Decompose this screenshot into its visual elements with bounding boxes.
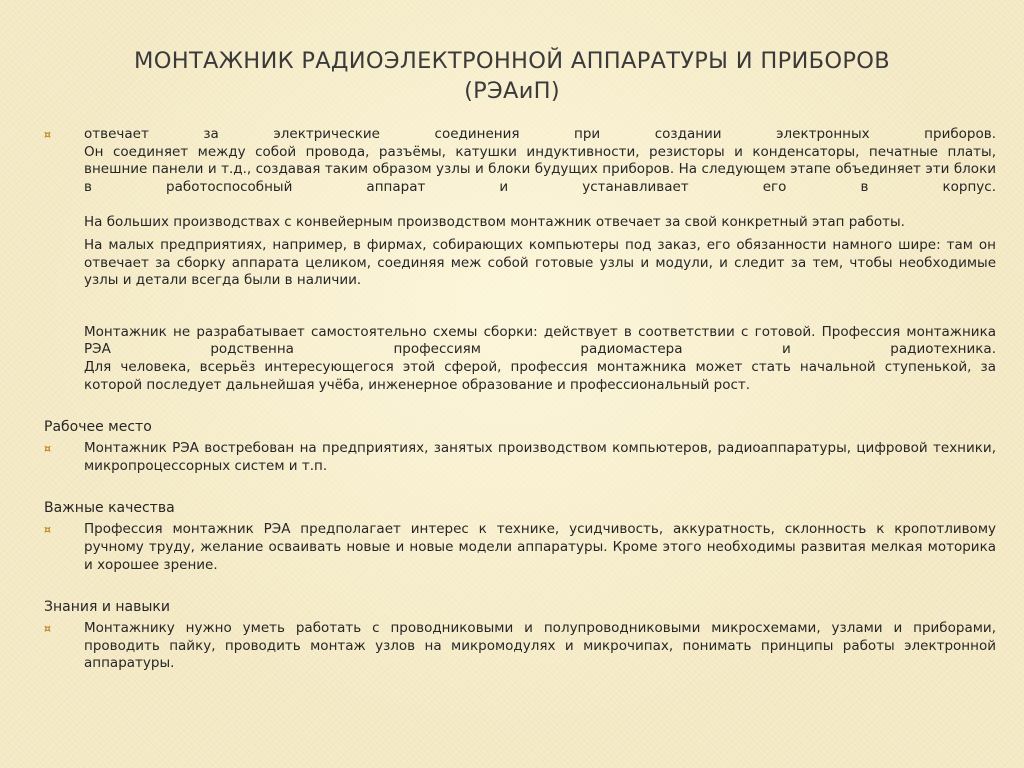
slide-title-line-1: МОНТАЖНИК РАДИОЭЛЕКТРОННОЙ АППАРАТУРЫ И ПРИБОРОВ (134, 48, 890, 74)
section-text-workplace: Монтажник РЭА востребован на предприятиях, занятых производством компьютеров, радиоаппаратуры, цифровой техники, микропроцессорных систем и т.п. (84, 440, 996, 474)
section-bullet-skills (44, 620, 996, 673)
section-text-qualities: Профессия монтажник РЭА предполагает интерес к технике, усидчивость, аккуратность, склонность к кропотливому ручному труду, желание осваивать новые и новые модели аппаратуры. Кроме этого необходимы развитая мелкая моторика и хорошее зрение. (84, 521, 996, 573)
section-heading-workplace: Рабочее место (44, 419, 152, 436)
bullet-icon: ¤ (44, 523, 51, 537)
slide-title-line-2: (РЭАиП) (464, 78, 560, 104)
section-heading-skills: Знания и навыки (44, 599, 170, 616)
intro-bullet (44, 126, 996, 394)
bullet-icon: ¤ (44, 622, 51, 636)
section-bullet-workplace (44, 440, 996, 475)
section-heading-qualities: Важные качества (44, 500, 175, 517)
section-bullet-qualities (44, 521, 996, 574)
intro-paragraph-4a: Монтажник не разрабатывает самостоятельно схемы сборки: действует в соответствии с готовой. Профессия монтажника РЭА родственна профессиям радиомастера и радиотехника. (84, 323, 996, 358)
intro-paragraph-1b: Он соединяет между собой провода, разъёмы, катушки индуктивности, резисторы и конденсаторы, печатные платы, внешние панели и т.д., создавая таким образом узлы и блоки будущих приборов. На следующем этапе объединяет эти блоки в работоспособный аппарат и устанавливает его в корпус. (84, 143, 996, 195)
intro-paragraph-3: На малых предприятиях, например, в фирмах, собирающих компьютеры под заказ, его обязанности намного шире: там он отвечает за сборку аппарата целиком, соединяя меж собой готовые узлы и модули, и следит за тем, чтобы необходимые узлы и детали всегда были в наличии. (84, 236, 996, 289)
bullet-icon: ¤ (44, 128, 51, 141)
section-text-skills: Монтажнику нужно уметь работать с проводниковыми и полупроводниковыми микросхемами, узлами и приборами, проводить пайку, проводить монтаж узлов на микромодулях и микрочипах, понимать принципы работы электронной аппаратуры. (84, 620, 996, 672)
slide-content (44, 126, 996, 673)
bullet-icon: ¤ (44, 442, 51, 456)
intro-paragraph-4b: Для человека, всерьёз интересующегося этой сферой, профессия монтажника может стать начальной ступенькой, за которой последует дальнейшая учёба, инженерное образование и профессиональный рост. (84, 358, 996, 393)
intro-paragraph-2: На больших производствах с конвейерным производством монтажник отвечает за свой конкретный этап работы. (84, 214, 905, 231)
intro-paragraph-1a: отвечает за электрические соединения при создании электронных приборов. (84, 126, 996, 142)
slide-title (60, 46, 964, 106)
